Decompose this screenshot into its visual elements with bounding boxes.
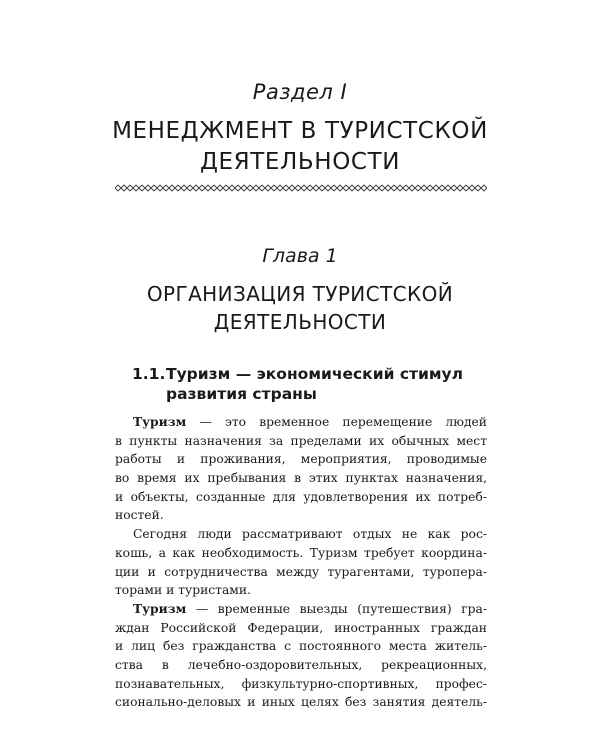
chapter-title-line: ОРГАНИЗАЦИЯ ТУРИСТСКОЙ: [146, 282, 454, 306]
subsection-number: 1.1.: [132, 365, 166, 383]
text-line: Сегодня люди рассматривают отдых не как рос-: [133, 527, 487, 542]
text-line: торами и туристами.: [115, 583, 251, 598]
term: Туризм: [133, 600, 187, 616]
chapter-label: Глава 1: [262, 245, 338, 267]
chapter-title-line: ДЕЯТЕЛЬНОСТИ: [213, 310, 387, 334]
body-text: [115, 413, 487, 712]
chapter-title: [0, 280, 600, 336]
text-line: сионально-деловых и иных целях без занятия деятель-: [115, 695, 487, 710]
text-line: во время их пребывания в этих пунктах назначения,: [115, 471, 487, 486]
text-line: ции и сотрудничества между турагентами, туропера-: [115, 564, 487, 579]
section-title: [0, 116, 600, 178]
subsection-heading: [132, 364, 492, 404]
subsection-title-line: развития страны: [166, 385, 317, 403]
text-line: ства в лечебно-оздоровительных, рекреационных,: [115, 657, 487, 672]
text-line: ностей.: [115, 508, 164, 523]
section-title-line: ДЕЯТЕЛЬНОСТИ: [199, 149, 401, 175]
text-line: Туризм — временные выезды (путешествия) гра-: [133, 600, 487, 616]
text-line: в пункты назначения за пределами их обычных мест: [115, 433, 487, 448]
ornamental-divider: [115, 184, 487, 192]
text-line: и лиц без гражданства с постоянного места житель-: [115, 639, 487, 654]
section-label: Раздел I: [252, 80, 348, 104]
term: Туризм: [133, 414, 187, 429]
text-line: ждан Российской Федерации, иностранных граждан: [115, 620, 487, 635]
subsection-title-line: Туризм — экономический стимул: [166, 365, 463, 383]
section-title-line: МЕНЕДЖМЕНТ В ТУРИСТСКОЙ: [112, 118, 488, 144]
text-line: кошь, а как необходимость. Туризм требует координа-: [115, 545, 487, 560]
text-line: Туризм — это временное перемещение людей: [133, 414, 487, 429]
text-line: работы и проживания, мероприятия, проводимые: [115, 452, 487, 467]
text-line: и объекты, созданные для удовлетворения их потреб-: [115, 489, 487, 504]
text-line: познавательных, физкультурно-спортивных, профес-: [115, 676, 487, 691]
